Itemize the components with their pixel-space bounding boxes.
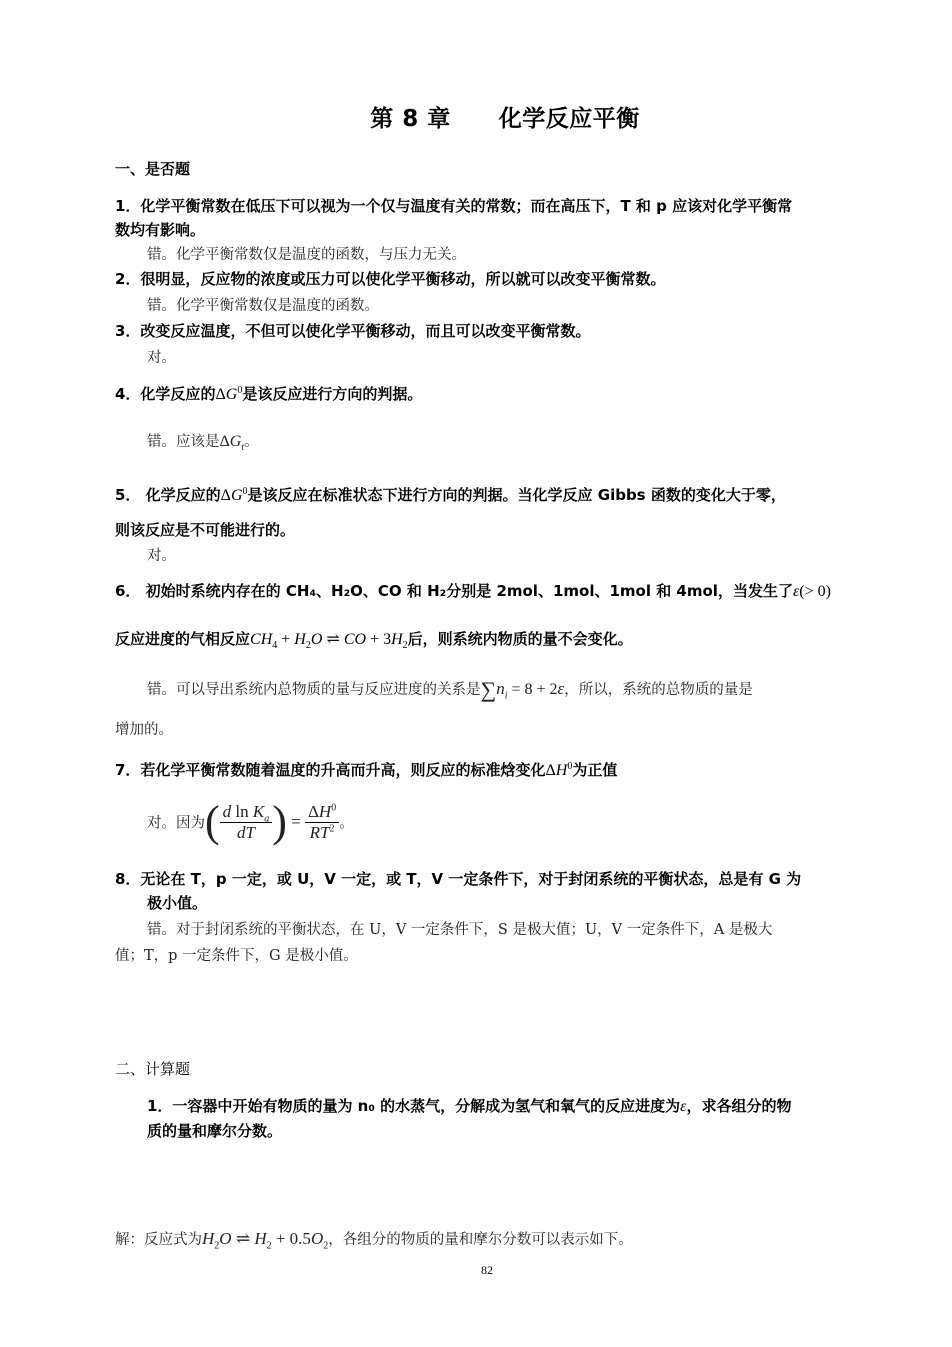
- answer-4: 错。应该是$\Delta G_t$。: [147, 433, 259, 453]
- answer-6-line-1: 错。可以导出系统内总物质的量与反应进度的关系是$\sum n_i = 8 + 2\varepsilon$，所以，系统的总物质的量是: [147, 677, 753, 702]
- chapter-number: 第 8 章: [370, 106, 451, 132]
- section-heading-calculation: 二、计算题: [115, 1060, 191, 1078]
- solution-line: 解：反应式为$H_2O$ ⇌ $H_2 + 0.5O_2$，各组分的物质的量和摩尔分数可以表示如下。: [115, 1229, 633, 1252]
- question-3: 3．改变反应温度，不但可以使化学平衡移动，而且可以改变平衡常数。: [115, 322, 591, 340]
- answer-1: 错。化学平衡常数仅是温度的函数，与压力无关。: [147, 247, 466, 263]
- question-6-line-2: 反应进度的气相反应$CH_4 + H_2O$ ⇌ CO + $3H_2$后，则系统内物质的量不会变化。: [115, 630, 633, 652]
- page-title: [0, 100, 952, 133]
- question-4: 4．化学反应的$\Delta G^0$是该反应进行方向的判据。: [115, 385, 423, 403]
- answer-8-line-1: 错。对于封闭系统的平衡状态，在 U，V 一定条件下，S 是极大值；U，V 一定条件下，A 是极大: [147, 922, 773, 938]
- question-1-line-2: 数均有影响。: [115, 221, 206, 239]
- answer-2: 错。化学平衡常数仅是温度的函数。: [147, 298, 379, 314]
- page-number: 82: [481, 1263, 493, 1277]
- section-heading-true-false: 一、是否题: [115, 160, 191, 178]
- question-2: 2．很明显，反应物的浓度或压力可以使化学平衡移动，所以就可以改变平衡常数。: [115, 270, 666, 288]
- answer-7: 对。因为( $\frac{d \ln K_a}{dT}$ ) = $\frac{\Delta H^0}{RT^2}$ 。: [147, 797, 354, 846]
- calc-question-1-line-2: 质的量和摩尔分数。: [147, 1122, 283, 1140]
- answer-6-line-2: 增加的。: [115, 722, 173, 738]
- chapter-name: 化学反应平衡: [498, 106, 640, 132]
- question-5-line-2: 则该反应是不可能进行的。: [115, 521, 296, 539]
- question-6-line-1: 6． 初始时系统内存在的 CH₄、H₂O、CO 和 H₂分别是 2mol、1mol、1mol 和 4mol，当发生了ε(> 0): [115, 582, 831, 600]
- answer-8-line-2: 值；T，p 一定条件下，G 是极小值。: [115, 948, 358, 964]
- answer-5: 对。: [147, 548, 176, 564]
- question-8-line-2: 极小值。: [147, 894, 208, 912]
- answer-3: 对。: [147, 350, 176, 366]
- question-8-line-1: 8．无论在 T，p 一定，或 U，V 一定，或 T，V 一定条件下，对于封闭系统的平衡状态，总是有 G 为: [115, 870, 802, 888]
- question-7: 7．若化学平衡常数随着温度的升高而升高，则反应的标准焓变化$\Delta H^0$为正值: [115, 761, 618, 779]
- question-1-line-1: 1．化学平衡常数在低压下可以视为一个仅与温度有关的常数；而在高压下，T 和 p 应该对化学平衡常: [115, 197, 793, 215]
- question-5-line-1: 5． 化学反应的$\Delta G^0$是该反应在标准状态下进行方向的判据。当化学反应 Gibbs 函数的变化大于零，: [115, 486, 786, 504]
- calc-question-1-line-1: 1．一容器中开始有物质的量为 n₀ 的水蒸气，分解成为氢气和氧气的反应进度为ε，求各组分的物: [147, 1097, 792, 1115]
